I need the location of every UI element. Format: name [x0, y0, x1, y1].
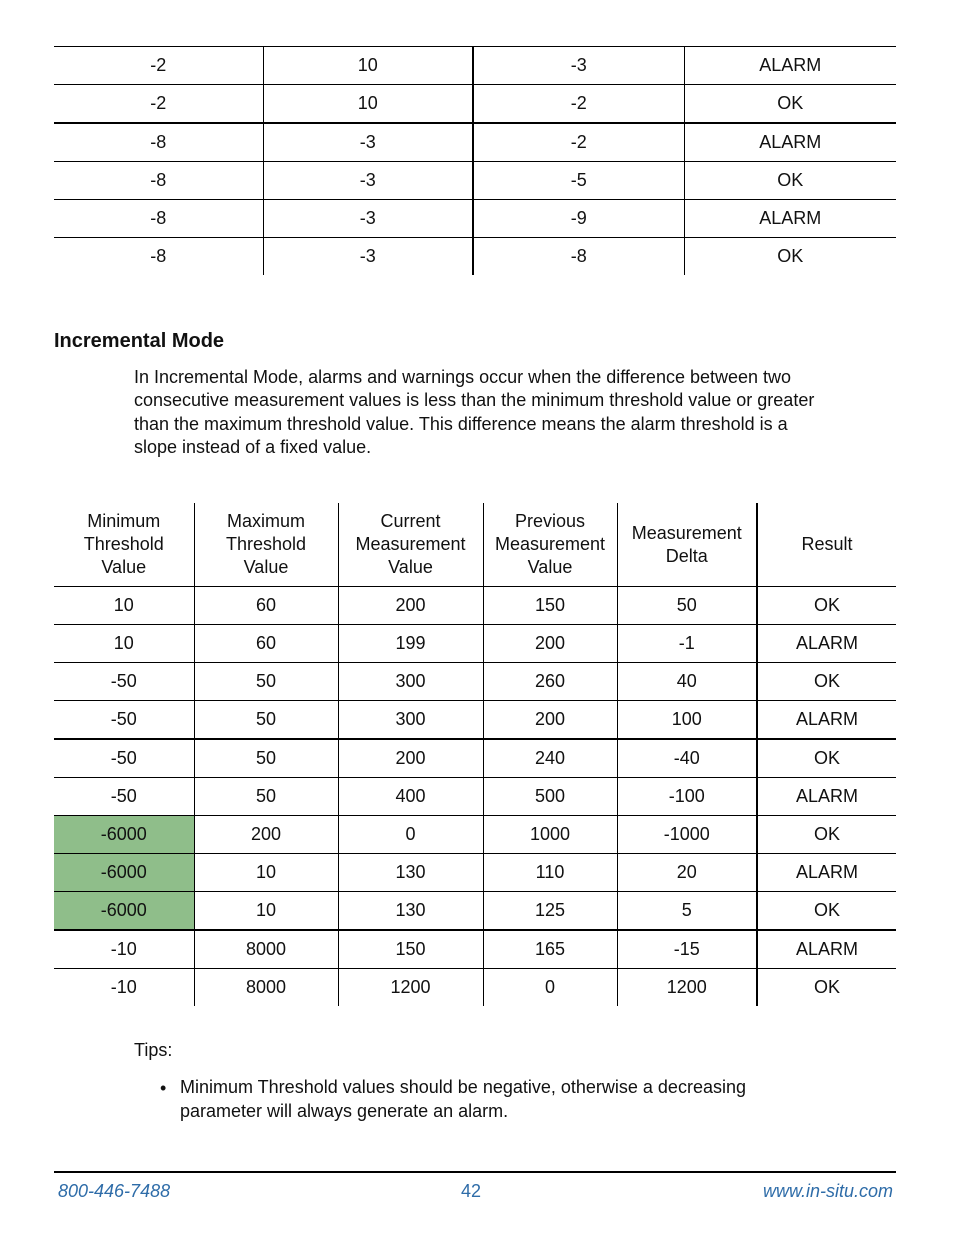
table-cell: OK	[684, 85, 896, 124]
table-cell: 10	[194, 854, 338, 892]
table-cell: 200	[483, 625, 617, 663]
table-cell: 5	[617, 892, 757, 931]
table-cell: OK	[757, 587, 896, 625]
table-cell: -6000	[54, 854, 194, 892]
table-cell: -8	[54, 200, 263, 238]
table-cell: 50	[194, 739, 338, 778]
table-cell: 1200	[617, 969, 757, 1007]
table-cell: -40	[617, 739, 757, 778]
table-cell: 50	[194, 701, 338, 740]
table-row	[54, 739, 896, 778]
header-cell: Result	[757, 503, 896, 587]
table-cell: OK	[757, 816, 896, 854]
table-cell: -3	[263, 238, 473, 276]
table-cell: 100	[617, 701, 757, 740]
table-cell: ALARM	[757, 625, 896, 663]
table-row	[54, 816, 896, 854]
table-cell: OK	[757, 739, 896, 778]
table-row	[54, 969, 896, 1007]
table-cell: 40	[617, 663, 757, 701]
paragraph-line: In Incremental Mode, alarms and warnings occur when the difference between two	[134, 367, 792, 387]
footer-divider	[54, 1171, 896, 1173]
table-row	[54, 123, 896, 162]
table-cell: 200	[483, 701, 617, 740]
table-cell: -8	[54, 162, 263, 200]
table-cell: 0	[483, 969, 617, 1007]
table-cell: -50	[54, 663, 194, 701]
table-cell: OK	[757, 969, 896, 1007]
tips-label: Tips:	[134, 1040, 173, 1060]
table-cell: 200	[338, 739, 483, 778]
table-cell: ALARM	[757, 930, 896, 969]
table-cell: -3	[263, 123, 473, 162]
table-cell: 50	[194, 663, 338, 701]
table-cell: -8	[150, 246, 167, 266]
table-row	[54, 47, 896, 85]
table-cell: -8	[473, 238, 684, 276]
table-cell: 130	[338, 854, 483, 892]
table-cell: 165	[483, 930, 617, 969]
table-cell: -15	[617, 930, 757, 969]
section-heading: Incremental Mode	[54, 330, 225, 352]
bullet-icon: •	[160, 1078, 167, 1098]
table-cell: 10	[54, 587, 194, 625]
table-cell: 130	[338, 892, 483, 931]
tip-text: Minimum Threshold values should be negative, otherwise a decreasing parameter will always generate an alarm.	[180, 1077, 746, 1121]
table-cell: ALARM	[684, 200, 896, 238]
table-header-row	[54, 503, 896, 587]
table-cell: ALARM	[757, 778, 896, 816]
table-cell: -9	[473, 200, 684, 238]
table-cell: 240	[483, 739, 617, 778]
table-cell: -10	[54, 969, 194, 1007]
table-cell: -1	[617, 625, 757, 663]
table-cell: -6000	[54, 816, 194, 854]
table-cell: -10	[54, 930, 194, 969]
table-cell: 125	[483, 892, 617, 931]
table-cell: 8000	[194, 969, 338, 1007]
paragraph-line: than the maximum threshold value. This difference means the alarm threshold is a	[134, 413, 788, 434]
table-cell: 20	[617, 854, 757, 892]
table-cell: -100	[617, 778, 757, 816]
table-cell: -50	[54, 778, 194, 816]
table-row	[54, 85, 896, 124]
incremental-mode-table	[54, 503, 896, 1006]
table-cell: 50	[617, 587, 757, 625]
table-row	[54, 892, 896, 931]
table-cell: -50	[54, 739, 194, 778]
footer-website-link[interactable]: www.in-situ.com	[762, 1181, 893, 1201]
table-row	[54, 854, 896, 892]
table-cell: -6000	[54, 892, 194, 931]
header-cell: Previous Measurement Value	[483, 503, 617, 587]
threshold-table	[54, 46, 896, 275]
table-cell: 150	[338, 930, 483, 969]
table-cell: OK	[757, 663, 896, 701]
table-cell: ALARM	[757, 701, 896, 740]
table-cell: 260	[483, 663, 617, 701]
table-cell: 199	[338, 625, 483, 663]
table-cell: -3	[263, 162, 473, 200]
table-cell: -2	[54, 47, 263, 85]
table-row	[54, 625, 896, 663]
table-cell: 110	[483, 854, 617, 892]
table-row	[54, 663, 896, 701]
table-cell: 10	[263, 85, 473, 124]
table-row	[54, 701, 896, 740]
table-cell: -8	[54, 123, 263, 162]
table-cell: OK	[757, 892, 896, 931]
table-cell: 50	[194, 778, 338, 816]
table-row	[54, 238, 896, 276]
footer-page-number: 42	[461, 1181, 482, 1201]
header-cell: Measurement Delta	[617, 503, 757, 587]
table-cell: 200	[194, 816, 338, 854]
table-cell: 500	[483, 778, 617, 816]
table-cell: -2	[54, 85, 263, 124]
table-row	[54, 162, 896, 200]
table-cell: 300	[338, 663, 483, 701]
table-cell: -3	[473, 47, 684, 85]
table-cell: 8000	[194, 930, 338, 969]
table-cell: ALARM	[684, 47, 896, 85]
footer-phone: 800-446-7488	[58, 1181, 171, 1201]
table-cell: 200	[338, 587, 483, 625]
table-cell: ALARM	[684, 123, 896, 162]
table-cell: -3	[263, 200, 473, 238]
table-cell: 400	[338, 778, 483, 816]
table-cell: -2	[473, 85, 684, 124]
table-cell: -2	[473, 123, 684, 162]
table-cell: ALARM	[757, 854, 896, 892]
table-row	[54, 930, 896, 969]
table-cell: 300	[338, 701, 483, 740]
table-cell: -5	[473, 162, 684, 200]
table-cell: 0	[338, 816, 483, 854]
header-cell: Minimum Threshold Value	[83, 511, 164, 577]
table-cell: OK	[684, 238, 896, 276]
table-cell: 1000	[483, 816, 617, 854]
table-row	[54, 200, 896, 238]
table-cell: 60	[194, 625, 338, 663]
table-cell: 10	[194, 892, 338, 931]
table-row	[54, 587, 896, 625]
table-row	[54, 778, 896, 816]
paragraph-line: consecutive measurement values is less than the minimum threshold value or greater	[134, 390, 815, 411]
header-cell: Maximum Threshold Value	[194, 503, 338, 587]
table-cell: 60	[194, 587, 338, 625]
table-cell: 1200	[338, 969, 483, 1007]
table-cell: 10	[263, 47, 473, 85]
header-cell: Current Measurement Value	[338, 503, 483, 587]
table-cell: 150	[483, 587, 617, 625]
section-paragraph	[134, 366, 854, 459]
table-cell: -1000	[617, 816, 757, 854]
table-cell: OK	[684, 162, 896, 200]
table-cell: -50	[54, 701, 194, 740]
table-cell: 10	[54, 625, 194, 663]
paragraph-line: slope instead of a fixed value.	[134, 436, 372, 457]
